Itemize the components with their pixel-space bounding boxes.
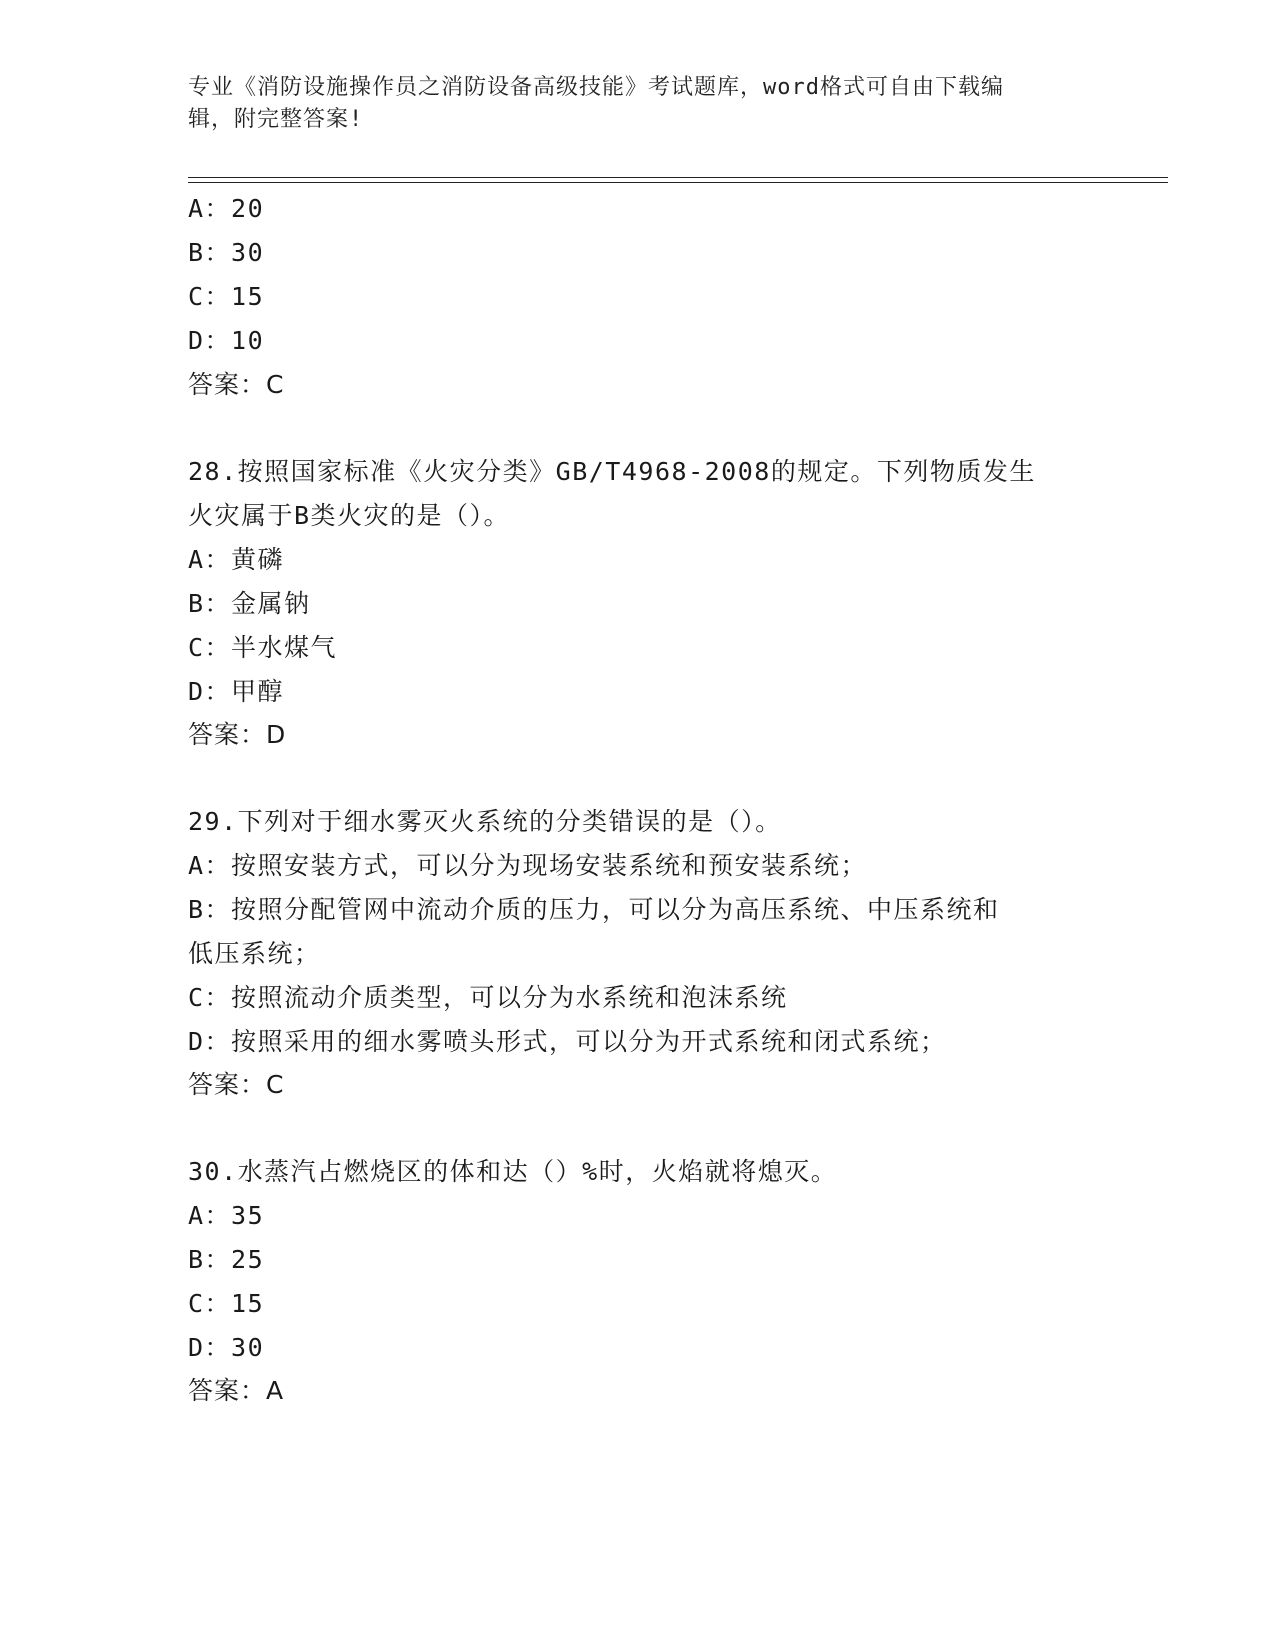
header-divider-bottom xyxy=(188,182,1168,183)
q27-answer: 答案：C xyxy=(188,370,285,399)
q30-answer: 答案：A xyxy=(188,1376,285,1405)
q28-option-a: A：黄磷 xyxy=(188,545,285,574)
q30-option-a: A：35 xyxy=(188,1201,265,1230)
page-header xyxy=(188,72,1068,136)
q29-option-a: A：按照安装方式，可以分为现场安装系统和预安装系统； xyxy=(188,851,868,880)
q27-option-c: C：15 xyxy=(188,282,265,311)
q28-option-b: B：金属钠 xyxy=(188,589,311,618)
q28-stem-line-1: 28.按照国家标准《火灾分类》GB/T4968-2008的规定。下列物质发生 xyxy=(188,457,1036,486)
q27-option-a: A：20 xyxy=(188,194,265,223)
q29-option-c: C：按照流动介质类型，可以分为水系统和泡沫系统 xyxy=(188,983,788,1012)
q29-option-d: D：按照采用的细水雾喷头形式，可以分为开式系统和闭式系统； xyxy=(188,1027,947,1056)
q30-stem: 30.水蒸汽占燃烧区的体和达（）%时，火焰就将熄灭。 xyxy=(188,1157,838,1186)
header-line-1: 专业《消防设施操作员之消防设备高级技能》考试题库，word格式可自由下载编 xyxy=(188,75,1004,100)
q28-option-d: D：甲醇 xyxy=(188,677,285,706)
q29-answer: 答案：C xyxy=(188,1070,285,1099)
q30-option-b: B：25 xyxy=(188,1245,265,1274)
header-divider-top xyxy=(188,177,1168,178)
q29-stem: 29.下列对于细水雾灭火系统的分类错误的是（）。 xyxy=(188,807,782,836)
q30-option-d: D：30 xyxy=(188,1333,265,1362)
q30-option-c: C：15 xyxy=(188,1289,265,1318)
header-line-2: 辑，附完整答案! xyxy=(188,107,364,132)
q29-option-b-line-2: 低压系统； xyxy=(188,939,321,968)
q28-answer: 答案：D xyxy=(188,720,287,749)
q28-option-c: C：半水煤气 xyxy=(188,633,338,662)
q29-option-b-line-1: B：按照分配管网中流动介质的压力，可以分为高压系统、中压系统和 xyxy=(188,895,1000,924)
q28-stem-line-2: 火灾属于B类火灾的是（）。 xyxy=(188,501,511,530)
q27-option-d: D：10 xyxy=(188,326,265,355)
q27-option-b: B：30 xyxy=(188,238,265,267)
